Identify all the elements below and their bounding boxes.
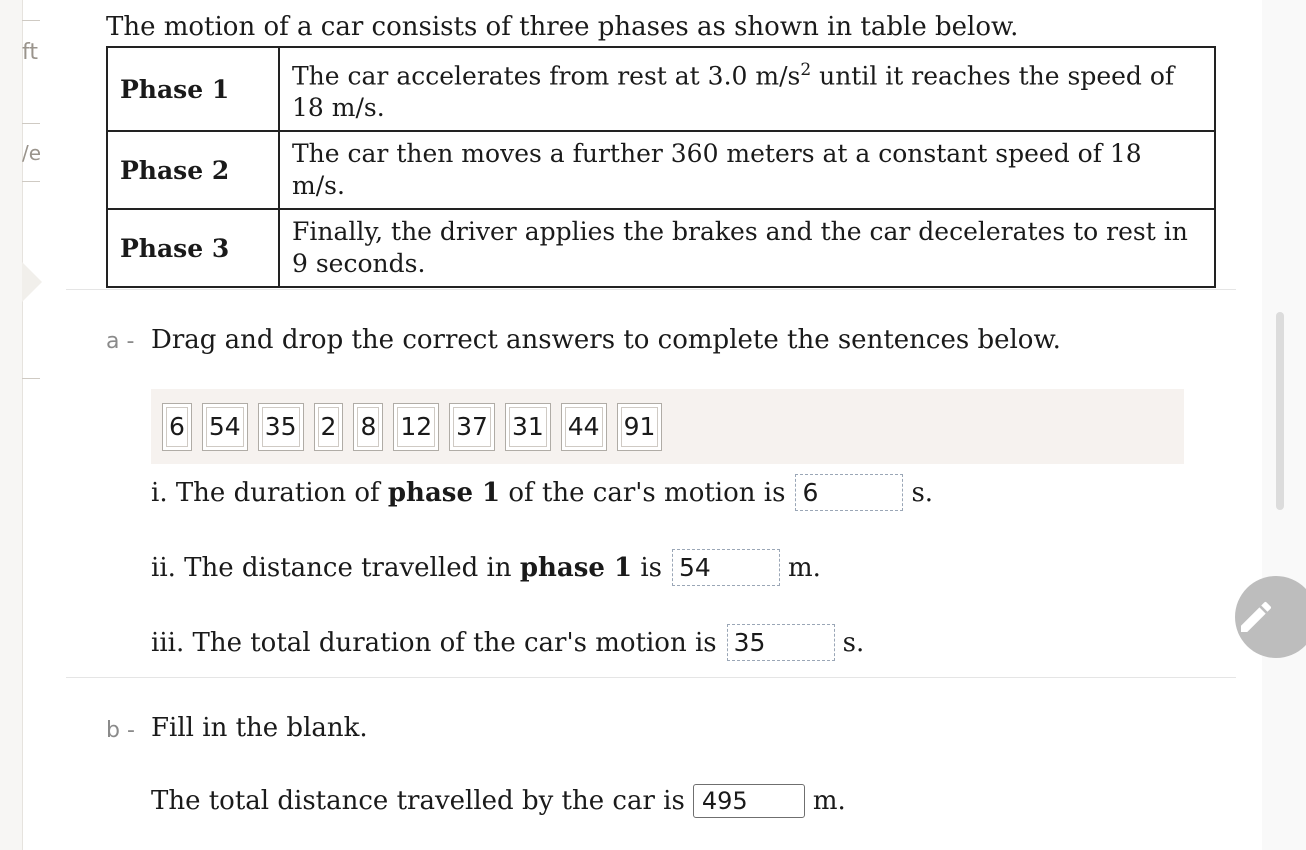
answer-chip[interactable]: 31 (505, 403, 551, 451)
section-divider (66, 289, 1236, 290)
vertical-scrollbar-thumb[interactable] (1276, 312, 1284, 510)
sentence-ii (151, 549, 821, 586)
answer-chip[interactable]: 44 (561, 403, 607, 451)
fill-blank-sentence (151, 784, 846, 818)
answer-chip[interactable]: 12 (393, 403, 439, 451)
part-a-label: a - (106, 329, 135, 354)
phase-name-cell: Phase 1 (107, 47, 279, 131)
phase-description-text: until it reaches the speed of 18 m/s. (292, 61, 1175, 123)
pencil-icon (1236, 597, 1276, 637)
answer-chip[interactable]: 2 (314, 403, 344, 451)
side-panel-label: /e (22, 141, 42, 165)
answer-chip[interactable]: 91 (617, 403, 663, 451)
question-intro: The motion of a car consists of three phases as shown in table below. (106, 12, 1019, 42)
sentence-text: of the car's motion is (500, 477, 786, 508)
sentence-text: iii. The total duration of the car's motion is (151, 627, 717, 658)
phase-description-text: The car accelerates from rest at 3.0 m/s (292, 61, 801, 91)
side-panel-divider (22, 378, 40, 379)
side-panel-divider (22, 20, 40, 21)
table-row (107, 131, 1215, 209)
phase-name-cell: Phase 3 (107, 209, 279, 287)
answer-options-tray (151, 389, 1184, 464)
unit-label: s. (911, 477, 934, 508)
answer-chip[interactable]: 54 (202, 403, 248, 451)
drop-zone[interactable]: 35 (727, 624, 835, 661)
sentence-i (151, 474, 933, 511)
side-panel-label: ft (22, 40, 38, 65)
sentence-bold: phase 1 (387, 477, 501, 508)
sentence-text: ii. The distance travelled in (151, 552, 520, 583)
sentence-text: The total distance travelled by the car is (151, 786, 685, 816)
side-panel-divider (22, 123, 40, 124)
answer-chip[interactable]: 6 (162, 403, 192, 451)
sentence-text: i. The duration of (151, 477, 388, 508)
phase-description-cell: The car then moves a further 360 meters at a constant speed of 18 m/s. (279, 131, 1215, 209)
phase-name-cell: Phase 2 (107, 131, 279, 209)
part-a-prompt: Drag and drop the correct answers to complete the sentences below. (151, 325, 1061, 355)
sentence-iii (151, 624, 864, 661)
answer-chip[interactable]: 35 (258, 403, 304, 451)
table-row (107, 209, 1215, 287)
side-panel-divider (22, 181, 40, 182)
right-margin (1262, 0, 1306, 850)
phase-description-cell (279, 47, 1215, 131)
phase-description-cell: Finally, the driver applies the brakes and the car decelerates to rest in 9 seconds. (279, 209, 1215, 287)
side-panel-edge (0, 0, 23, 850)
edit-button[interactable] (1235, 576, 1306, 658)
table-row (107, 47, 1215, 131)
section-divider (66, 677, 1236, 678)
unit-label: m. (812, 786, 846, 816)
part-b-label: b - (106, 718, 135, 743)
sentence-bold: phase 1 (519, 552, 633, 583)
unit-label: s. (842, 627, 865, 658)
unit-label: m. (788, 552, 821, 583)
superscript: 2 (800, 60, 812, 80)
phases-table (106, 46, 1216, 288)
drop-zone[interactable]: 54 (672, 549, 780, 586)
answer-chip[interactable]: 8 (353, 403, 383, 451)
part-b-prompt: Fill in the blank. (151, 713, 368, 743)
side-panel-collapse-arrow[interactable] (22, 262, 42, 302)
sentence-text: is (632, 552, 663, 583)
total-distance-input[interactable] (693, 784, 805, 818)
drop-zone[interactable]: 6 (795, 474, 903, 511)
answer-chip[interactable]: 37 (449, 403, 495, 451)
